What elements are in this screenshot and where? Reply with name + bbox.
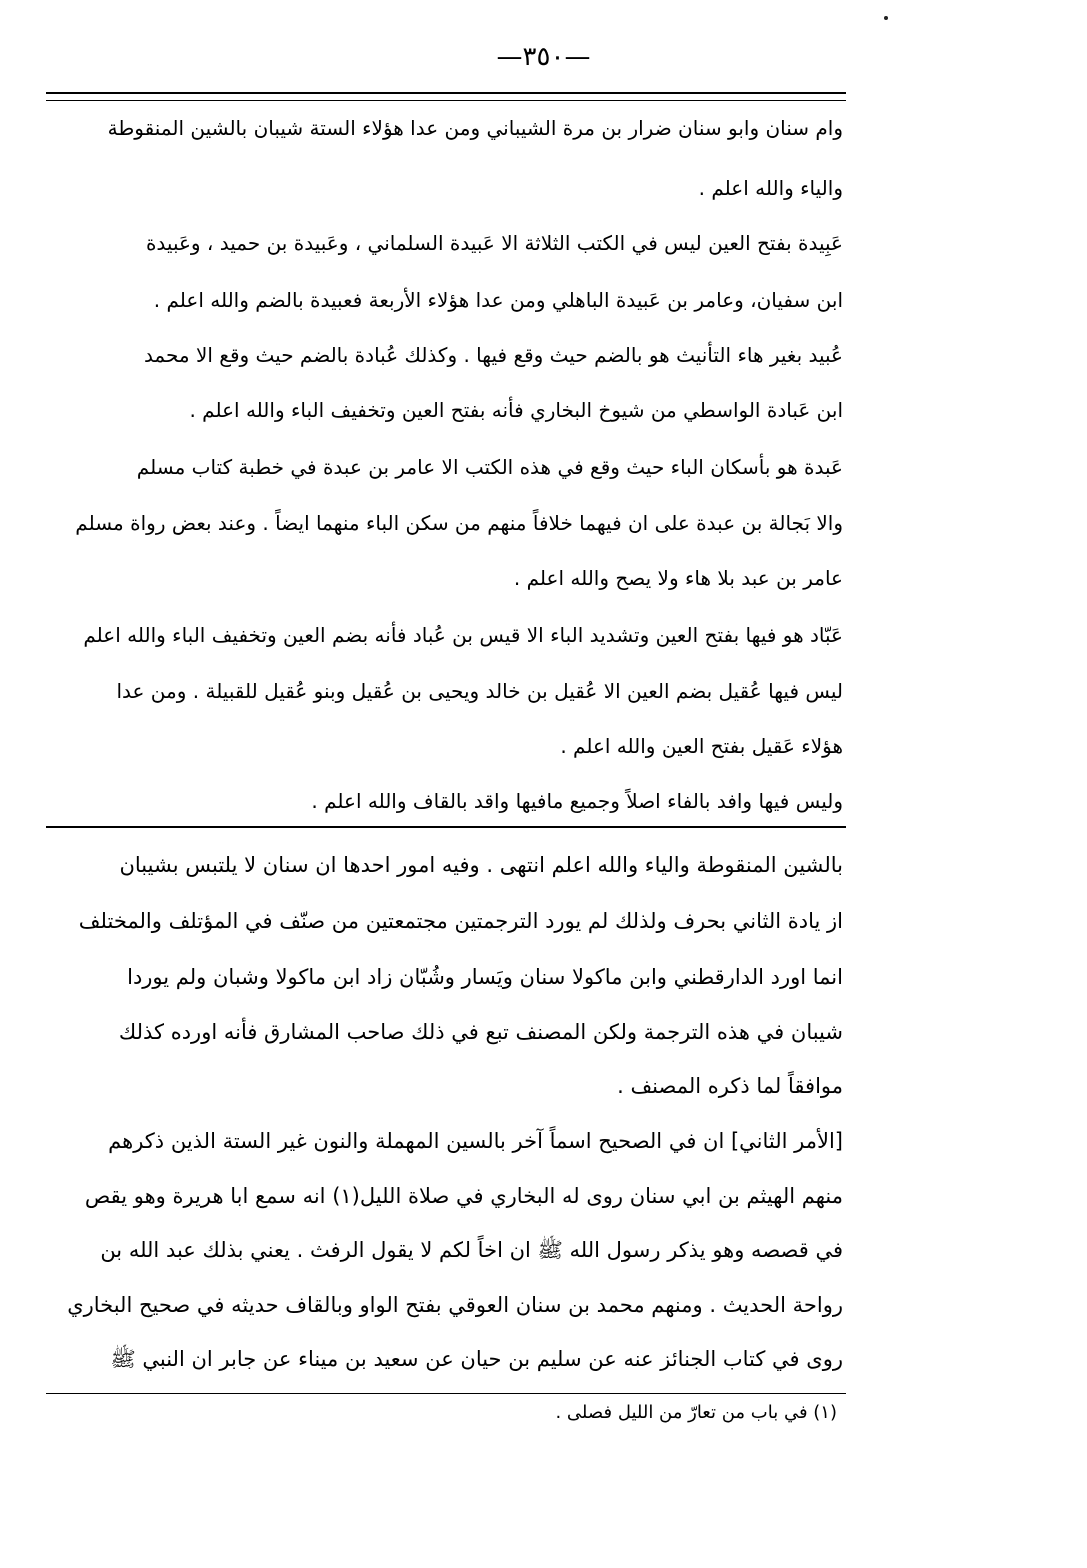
main-line: والا بَجالة بن عبدة على ان فيهما خلافاً منهم من سكن الباء منهما ايضاً . وعند بعض رواة مسلم <box>75 511 843 535</box>
commentary-line: [الأمر الثاني] ان في الصحيح اسماً آخر بالسين المهملة والنون غير الستة الذين ذكرهم <box>108 1129 843 1153</box>
main-line: ليس فيها عُقيل بضم العين الا عُقيل بن خالد ويحيى بن عُقيل وبنو عُقيل للقبيلة . ومن عدا <box>116 679 843 703</box>
page-number: —٣٥٠— <box>496 42 591 72</box>
main-line: وليس فيها وافد بالفاء اصلاً وجميع مافيها واقد بالقاف والله اعلم . <box>311 789 843 813</box>
main-line: ابن سفيان، وعامر بن عَبيدة الباهلي ومن عدا هؤلاء الأربعة فعبيدة بالضم والله اعلم . <box>153 288 843 312</box>
main-line: هؤلاء عَقيل بفتح العين والله اعلم . <box>560 734 843 758</box>
commentary-line: بالشين المنقوطة والياء والله اعلم انتهى . وفيه امور احدها ان سنان لا يلتبس بشيبان <box>119 853 843 877</box>
main-line: وام سنان وابو سنان ضرار بن مرة الشيباني ومن عدا هؤلاء الستة شيبان بالشين المنقوطة <box>107 116 843 140</box>
header-rule <box>46 92 846 101</box>
commentary-line: رواحة الحديث . ومنهم محمد بن سنان العوقي بفتح الواو وبالقاف حديثه في صحيح البخاري <box>67 1293 843 1317</box>
main-line: والياء والله اعلم . <box>698 176 843 200</box>
commentary-line: روى في كتاب الجنائز عنه عن سليم بن حيان عن سعيد بن ميناء عن جابر ان النبي ﷺ <box>110 1347 843 1371</box>
speck <box>884 16 888 20</box>
main-line: عَبّاد هو فيها بفتح العين وتشديد الباء الا قيس بن عُباد فأنه بضم العين وتخفيف الباء والله اعلم <box>83 623 843 647</box>
main-line: عامر بن عبد بلا هاء ولا يصح والله اعلم . <box>513 566 843 590</box>
commentary-line: شيبان في هذه الترجمة ولكن المصنف تبع في ذلك صاحب المشارق فأنه اورده كذلك <box>118 1020 843 1044</box>
main-line: عَبدة هو بأسكان الباء حيث وقع في هذه الكتب الا عامر بن عبدة في خطبة كتاب مسلم <box>136 455 843 479</box>
main-line: عَبِيدة بفتح العين ليس في الكتب الثلاثة الا عَبيدة السلماني ، وعَبيدة بن حميد ، وعَبيدة <box>145 231 843 255</box>
section-divider <box>46 826 846 828</box>
footnote-divider <box>46 1393 846 1394</box>
main-line: ابن عَبادة الواسطي من شيوخ البخاري فأنه بفتح العين وتخفيف الباء والله اعلم . <box>189 398 843 422</box>
commentary-line: في قصصه وهو يذكر رسول الله ﷺ ان اخاً لكم لا يقول الرفث . يعني بذلك عبد الله بن <box>100 1238 843 1262</box>
main-line: عُبيد بغير هاء التأنيث هو بالضم حيث وقع فيها . وكذلك عُبادة بالضم حيث وقع الا محمد <box>143 343 843 367</box>
commentary-line: از يادة الثاني بحرف ولذلك لم يورد الترجمتين مجتمعتين من صنّف في المؤتلف والمختلف <box>78 909 843 933</box>
footnote: (١) في باب من تعارّ من الليل فصلى . <box>555 1402 837 1423</box>
commentary-line: انما اورد الدارقطني وابن ماكولا سنان ويَسار وشُبّان زاد ابن ماكولا وشبان ولم يوردا <box>127 965 843 989</box>
commentary-line: موافقاً لما ذكره المصنف . <box>617 1074 843 1098</box>
commentary-line: منهم الهيثم بن ابي سنان روى له البخاري في صلاة الليل(١) انه سمع ابا هريرة وهو يقص <box>84 1184 843 1208</box>
